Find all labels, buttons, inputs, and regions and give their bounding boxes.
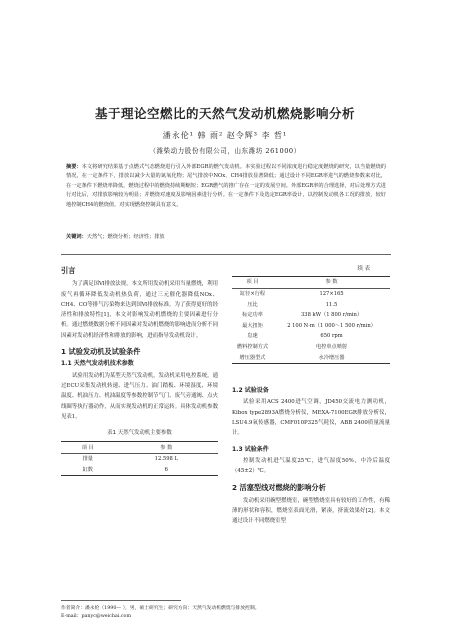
footnote-email: E-mail：panyc@weichai.com (61, 614, 131, 619)
table-cell: 排量 (82, 456, 93, 463)
table-cell: 338 kW（1 800 r/min） (301, 312, 363, 319)
table1-continued (232, 276, 390, 364)
section12-text: 试验采用ACS 2400进气空调，JD450交流电力测功机，Kibox type2893A燃烧分析仪，MEXA-7100EGR排放分析仪，LSU4.9氧传感器，CMF010P325气耗仪，ABB 2400质量流量计。 (232, 399, 390, 437)
table-cell: 燃料控制方式 (236, 344, 269, 350)
table-cell: 标定功率 (242, 312, 263, 319)
table-cell: 6 (115, 465, 218, 476)
table-cont-header: 参 数 (273, 277, 390, 289)
section13-heading: 1.3 试验条件 (232, 445, 269, 453)
table-cell: 电控单点喷射 (315, 344, 348, 350)
abstract-label: 摘要： (66, 164, 82, 170)
table-cell: 缸数 (61, 465, 115, 476)
table-row (61, 454, 218, 465)
table-cell: 怠速 (247, 333, 258, 340)
table-cell: 水冷增压器 (273, 352, 390, 363)
left-column (61, 266, 218, 476)
section11-heading: 1.1 天然气发动机技术参数 (61, 360, 134, 368)
keywords (66, 233, 386, 241)
paper-title: 基于理论空燃比的天然气发动机燃烧影响分析 (94, 106, 355, 121)
table-cell: 12.598 L (154, 456, 178, 463)
abstract-text: 本文将研究结果基于点燃式气态燃烧进行引入外部EGR的燃气发动机。本实验过程以不同浓度进行稳定度燃烧的研究，以当量燃烧的情况，在一定条件下，排放以减少大量的氮氧化物；尾气排放中NOx、CH4排放显著降低；通过设计不同EGR率进气的燃烧参数来对比，在一定条件下燃烧率降低，燃烧过程中的燃烧持续期缩短；EGR燃气的推广存在一定的发展空间。外部EGR率的合理选择，对后处理方式进行对比后，对排放影响较为明显；并燃烧对速度及影响因素进行分析。在一定条件下及选定EGR率设计，以控制发动机各工况的排放，较好地控制CH4的燃烧值，对实现燃烧控制具有意义。 (66, 164, 386, 208)
table-cell: 11.5 (325, 301, 338, 308)
table-cell: 127×165 (319, 291, 344, 298)
section1-heading: 1 试验发动机及试验条件 (61, 347, 141, 357)
intro-text: 为了满足国Ⅵ排放法规，本文所用发动机采用当量燃烧，利用废气再循环降低发动机热负荷，通过三元催化器降低NOx、CH4、CO等排气污染物来达到国Ⅵ排放标准。为了获得更好的经济性和排放特性[1]，本文对影响发动机燃烧的主要因素进行分析。通过燃烧数据分析不同因素对发动机燃烧的影响进而分析不同因素对发动机经济性和排放的影响，进而指导发动机设计。 (61, 281, 218, 339)
table1-header: 参 数 (115, 442, 218, 454)
table-cell: 缸径×行程 (239, 291, 266, 298)
section12-heading: 1.2 试验设备 (232, 387, 269, 395)
table-row (232, 352, 390, 363)
table1-caption: 表1 天然气发动机主要参数 (107, 430, 172, 437)
keywords-text: 天然气；燃烧分析；经济性；排放 (86, 234, 165, 240)
intro-heading: 引言 (61, 266, 76, 275)
section11-text: 试验用发动机为某型天然气发动机，发动机采用电控系统，通过ECU采集发动机转速、进气压力、油门踏板、环境湿度、环境温度、机油压力、机油温度等参数控制节气门、废气旁通阀、点火线圈等执行器动作，从而实现发动机的正常运转。具体发动机参数见表1。 (61, 372, 218, 420)
table-row (232, 310, 390, 321)
table-cell: 增压器型式 (232, 352, 273, 363)
abstract-divider (61, 254, 391, 255)
table-row (232, 321, 390, 332)
section13-text: 控制发动机进气温度25℃，进气湿度50%，中冷后温度（45±2）℃。 (232, 457, 390, 475)
footnote-author-info: 作者简介：潘永伦（1990— ），男，硕士研究生；研究方向：天然气发动机燃烧与排放控制。 (61, 606, 260, 611)
table-row (232, 331, 390, 342)
table-row (232, 342, 390, 353)
keywords-label: 关键词： (66, 234, 87, 240)
right-column (232, 264, 390, 527)
table-cell: 压比 (247, 301, 258, 308)
table-row (232, 299, 390, 310)
author-list: 潘永伦¹ 韩 雨² 赵令辉³ 李 哲¹ (162, 131, 288, 140)
table1 (61, 441, 218, 476)
footnote-divider (61, 600, 181, 601)
affiliation: （潍柴动力股份有限公司，山东潍坊 261000） (149, 147, 301, 155)
footnote (61, 605, 391, 621)
table-cell: 最大扭矩 (242, 322, 263, 329)
table-continued-label: 续 表 (357, 266, 370, 272)
section2-heading: 2 活塞型线对燃烧的影响分析 (232, 483, 326, 493)
table-cell: 650 rpm (320, 333, 343, 340)
table-row (61, 465, 218, 476)
table-cont-header: 项 目 (232, 277, 273, 289)
table-cell: 2 100 N·m（1 000～1 500 r/min） (287, 322, 376, 329)
section2-text: 发动机采用碗型燃烧室，碗型燃烧室具有较好的工作性，有稀薄的形状和容积，燃烧室表面光滑，紧凑，挤流效果好[2]。本文通过设计不同燃烧室型 (232, 497, 390, 525)
table-row (232, 288, 390, 299)
table1-header: 项 目 (61, 442, 115, 454)
abstract (66, 163, 386, 210)
